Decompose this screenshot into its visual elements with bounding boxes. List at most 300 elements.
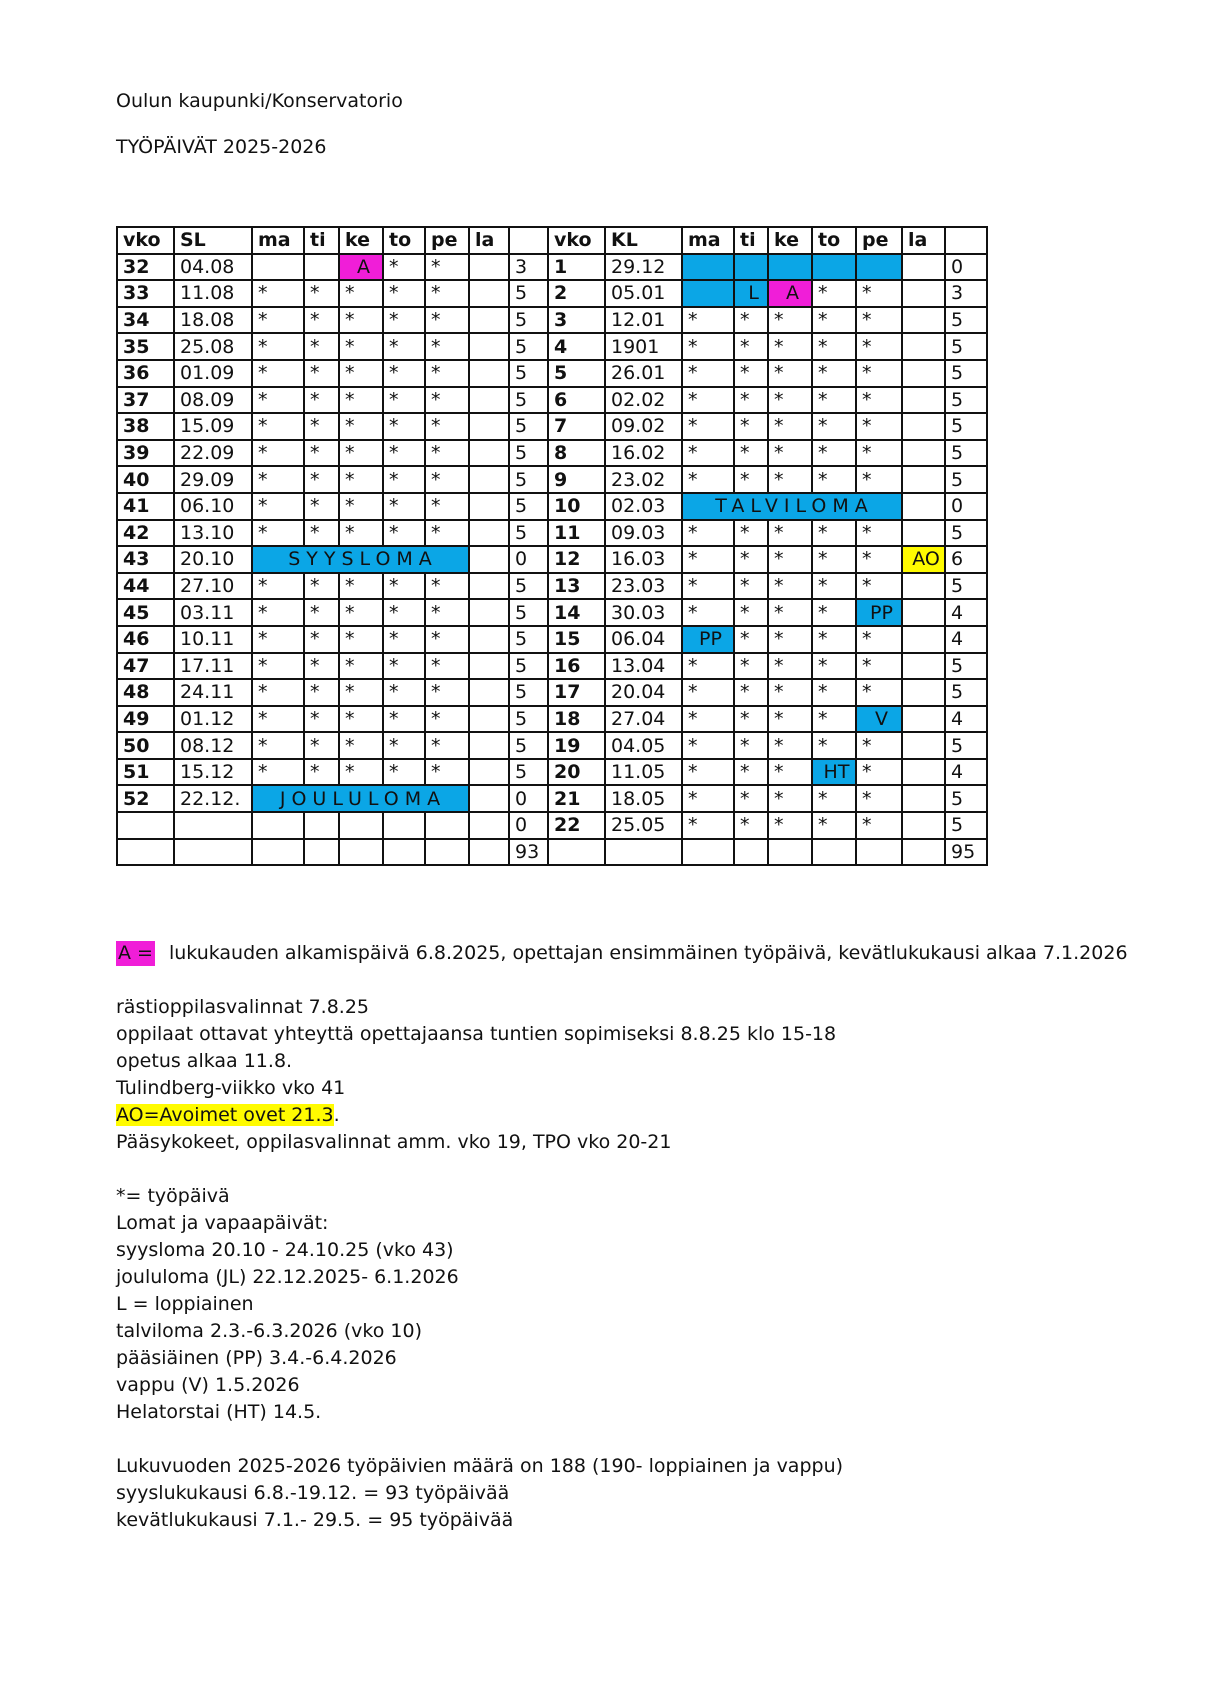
day-cell-pe xyxy=(856,254,902,281)
day-cell-ti: * xyxy=(734,333,768,360)
day-cell-ma: * xyxy=(682,599,734,626)
week-start-date: 18.08 xyxy=(174,307,252,334)
week-number: 14 xyxy=(548,599,605,626)
day-cell-la xyxy=(902,413,945,440)
table-header-row xyxy=(117,227,987,254)
day-cell-pe: * xyxy=(856,466,902,493)
day-cell-to: * xyxy=(812,413,856,440)
column-header: ma xyxy=(682,227,734,254)
table-row xyxy=(117,333,987,360)
week-start-date: 02.02 xyxy=(605,387,682,414)
day-cell-ti: * xyxy=(304,626,339,653)
day-cell-ma: PP xyxy=(682,626,734,653)
week-workday-count: 5 xyxy=(945,679,987,706)
week-workday-count: 0 xyxy=(945,493,987,520)
week-start-date: 15.12 xyxy=(174,759,252,786)
week-number: 42 xyxy=(117,520,174,547)
day-cell-to: * xyxy=(383,626,425,653)
day-cell-to: * xyxy=(812,732,856,759)
day-cell-ma: * xyxy=(252,413,304,440)
week-start-date: 06.10 xyxy=(174,493,252,520)
day-cell-ti: * xyxy=(734,812,768,839)
day-cell-pe: * xyxy=(425,573,469,600)
day-cell-ke xyxy=(339,812,383,839)
day-cell-pe: * xyxy=(856,653,902,680)
week-number: 34 xyxy=(117,307,174,334)
week-number: 1 xyxy=(548,254,605,281)
day-cell-ke: * xyxy=(339,520,383,547)
week-start-date: 24.11 xyxy=(174,679,252,706)
day-cell-la xyxy=(469,440,509,467)
week-workday-count: 6 xyxy=(945,546,987,573)
day-cell-ke: * xyxy=(768,626,812,653)
day-cell-ma: * xyxy=(252,493,304,520)
holiday-line: syysloma 20.10 - 24.10.25 (vko 43) xyxy=(116,1239,454,1261)
week-start-date: 22.12. xyxy=(174,785,252,812)
day-cell-pe: * xyxy=(425,440,469,467)
day-cell-ke: A xyxy=(339,254,383,281)
day-cell-la xyxy=(469,493,509,520)
day-cell-ti: * xyxy=(734,440,768,467)
day-cell-to xyxy=(812,839,856,866)
day-cell-la xyxy=(469,732,509,759)
day-cell-la xyxy=(902,679,945,706)
day-cell-ma: * xyxy=(252,573,304,600)
day-cell-ti: * xyxy=(734,413,768,440)
day-cell-ti: * xyxy=(734,573,768,600)
day-cell-to: HT xyxy=(812,759,856,786)
day-cell-pe: * xyxy=(856,440,902,467)
day-cell-pe: * xyxy=(856,360,902,387)
day-cell-pe: * xyxy=(425,307,469,334)
week-start-date xyxy=(174,839,252,866)
week-workday-count: 5 xyxy=(945,440,987,467)
day-cell-ke: * xyxy=(339,653,383,680)
summary-line: syyslukukausi 6.8.-19.12. = 93 työpäivää xyxy=(116,1482,510,1504)
day-cell-pe: * xyxy=(425,679,469,706)
day-cell-ti: * xyxy=(304,759,339,786)
week-start-date: 30.03 xyxy=(605,599,682,626)
day-cell-ma: * xyxy=(682,759,734,786)
day-cell-pe: * xyxy=(425,387,469,414)
day-cell-to: * xyxy=(383,360,425,387)
summary-line: kevätlukukausi 7.1.- 29.5. = 95 työpäivää xyxy=(116,1509,514,1531)
day-cell-pe xyxy=(856,839,902,866)
day-cell-ke: * xyxy=(339,333,383,360)
vacation-band: SYYSLOMA xyxy=(252,546,469,573)
day-cell-ti: * xyxy=(734,307,768,334)
day-cell-to: * xyxy=(812,280,856,307)
day-cell-ma: * xyxy=(252,520,304,547)
day-cell-la xyxy=(469,254,509,281)
day-cell-pe: * xyxy=(856,626,902,653)
week-workday-count: 5 xyxy=(509,413,548,440)
day-cell-pe: * xyxy=(425,280,469,307)
day-cell-la xyxy=(469,546,509,573)
week-start-date: 17.11 xyxy=(174,653,252,680)
week-start-date xyxy=(174,812,252,839)
week-start-date: 13.04 xyxy=(605,653,682,680)
week-workday-count: 5 xyxy=(945,413,987,440)
week-number: 52 xyxy=(117,785,174,812)
week-workday-count: 5 xyxy=(509,573,548,600)
week-number: 38 xyxy=(117,413,174,440)
day-cell-to: * xyxy=(812,440,856,467)
week-workday-count: 5 xyxy=(509,280,548,307)
week-start-date: 29.09 xyxy=(174,466,252,493)
week-number: 48 xyxy=(117,679,174,706)
holiday-line: Lomat ja vapaapäivät: xyxy=(116,1212,329,1234)
week-workday-count: 5 xyxy=(509,387,548,414)
week-start-date: 27.04 xyxy=(605,706,682,733)
day-cell-ma: * xyxy=(682,387,734,414)
week-workday-count: 93 xyxy=(509,839,548,866)
day-cell-ti: * xyxy=(304,599,339,626)
day-cell-pe: * xyxy=(425,706,469,733)
table-row xyxy=(117,706,987,733)
table-row xyxy=(117,413,987,440)
day-cell-la xyxy=(902,360,945,387)
day-cell-to: * xyxy=(383,413,425,440)
day-cell-pe: * xyxy=(856,573,902,600)
column-header: to xyxy=(812,227,856,254)
week-workday-count: 5 xyxy=(509,599,548,626)
day-cell-ma: * xyxy=(682,812,734,839)
day-cell-ti xyxy=(304,812,339,839)
day-cell-ke: * xyxy=(339,413,383,440)
day-cell-la xyxy=(902,254,945,281)
week-workday-count: 5 xyxy=(509,626,548,653)
day-cell-la xyxy=(469,360,509,387)
day-cell-ma: * xyxy=(682,732,734,759)
week-start-date: 23.02 xyxy=(605,466,682,493)
day-cell-ma: * xyxy=(682,679,734,706)
week-start-date: 25.08 xyxy=(174,333,252,360)
day-cell-la xyxy=(902,493,945,520)
open-doors-tail: . xyxy=(333,1104,340,1126)
week-workday-count: 4 xyxy=(945,706,987,733)
day-cell-ma: * xyxy=(252,732,304,759)
day-cell-ke: * xyxy=(339,759,383,786)
day-cell-la xyxy=(469,812,509,839)
week-workday-count: 5 xyxy=(509,466,548,493)
note-line: rästioppilasvalinnat 7.8.25 xyxy=(116,996,370,1018)
day-cell-pe: * xyxy=(856,333,902,360)
week-start-date: 08.09 xyxy=(174,387,252,414)
week-number: 40 xyxy=(117,466,174,493)
day-cell-to: * xyxy=(383,706,425,733)
week-number: 11 xyxy=(548,520,605,547)
week-start-date: 27.10 xyxy=(174,573,252,600)
day-cell-la xyxy=(902,599,945,626)
table-row xyxy=(117,679,987,706)
week-start-date: 04.05 xyxy=(605,732,682,759)
day-cell-la xyxy=(469,307,509,334)
day-cell-to: * xyxy=(812,360,856,387)
day-cell-to: * xyxy=(812,812,856,839)
workday-calendar-table xyxy=(116,226,988,866)
column-header xyxy=(945,227,987,254)
week-number: 43 xyxy=(117,546,174,573)
week-start-date: 20.10 xyxy=(174,546,252,573)
day-cell-ti xyxy=(734,254,768,281)
day-cell-ma: * xyxy=(252,599,304,626)
day-cell-ti: * xyxy=(734,626,768,653)
day-cell-ma xyxy=(252,839,304,866)
week-workday-count: 0 xyxy=(509,546,548,573)
day-cell-ma: * xyxy=(682,307,734,334)
table-row xyxy=(117,785,987,812)
day-cell-ti: * xyxy=(734,706,768,733)
day-cell-ke: * xyxy=(339,387,383,414)
day-cell-ti: * xyxy=(304,493,339,520)
week-number: 9 xyxy=(548,466,605,493)
day-cell-to: * xyxy=(383,307,425,334)
table-row xyxy=(117,280,987,307)
day-cell-ke: * xyxy=(768,333,812,360)
day-cell-to: * xyxy=(383,493,425,520)
week-number: 20 xyxy=(548,759,605,786)
day-cell-to xyxy=(383,839,425,866)
table-row xyxy=(117,387,987,414)
week-number: 19 xyxy=(548,732,605,759)
vacation-band: JOULULOMA xyxy=(252,785,469,812)
day-cell-ti: * xyxy=(304,307,339,334)
week-number: 4 xyxy=(548,333,605,360)
week-workday-count: 5 xyxy=(509,653,548,680)
week-workday-count: 5 xyxy=(509,333,548,360)
table-row xyxy=(117,812,987,839)
vacation-band: TALVILOMA xyxy=(682,493,902,520)
day-cell-to: * xyxy=(812,599,856,626)
day-cell-ke: * xyxy=(339,440,383,467)
week-start-date: 05.01 xyxy=(605,280,682,307)
day-cell-la xyxy=(469,520,509,547)
week-workday-count: 5 xyxy=(945,785,987,812)
week-number: 22 xyxy=(548,812,605,839)
day-cell-ke: * xyxy=(768,785,812,812)
column-header: to xyxy=(383,227,425,254)
day-cell-ke: * xyxy=(339,307,383,334)
day-cell-pe: * xyxy=(856,520,902,547)
day-cell-pe: V xyxy=(856,706,902,733)
week-start-date xyxy=(605,839,682,866)
day-cell-ma xyxy=(682,839,734,866)
week-workday-count: 5 xyxy=(509,759,548,786)
day-cell-la xyxy=(902,387,945,414)
day-cell-pe: * xyxy=(425,626,469,653)
holiday-line: talviloma 2.3.-6.3.2026 (vko 10) xyxy=(116,1320,422,1342)
week-workday-count: 5 xyxy=(509,732,548,759)
day-cell-ke: * xyxy=(339,493,383,520)
day-cell-la xyxy=(469,706,509,733)
day-cell-ma: * xyxy=(252,280,304,307)
day-cell-la xyxy=(902,333,945,360)
day-cell-la xyxy=(469,679,509,706)
day-cell-pe: * xyxy=(856,679,902,706)
week-number: 47 xyxy=(117,653,174,680)
day-cell-ma xyxy=(252,812,304,839)
day-cell-ma: * xyxy=(682,440,734,467)
day-cell-ti: * xyxy=(734,387,768,414)
day-cell-ti: * xyxy=(304,679,339,706)
day-cell-ke: * xyxy=(768,520,812,547)
day-cell-ti xyxy=(304,254,339,281)
week-number: 2 xyxy=(548,280,605,307)
table-row xyxy=(117,440,987,467)
column-header: pe xyxy=(856,227,902,254)
day-cell-ke: * xyxy=(768,599,812,626)
day-cell-pe xyxy=(425,839,469,866)
day-cell-ti: * xyxy=(734,360,768,387)
day-cell-ma: * xyxy=(682,360,734,387)
day-cell-ti: * xyxy=(734,679,768,706)
legend-line xyxy=(116,941,1128,966)
legend-a-text: lukukauden alkamispäivä 6.8.2025, opettajan ensimmäinen työpäivä, kevätlukukausi alkaa 7.1.2026 xyxy=(168,942,1128,964)
week-number: 44 xyxy=(117,573,174,600)
day-cell-pe: * xyxy=(425,653,469,680)
page-title: TYÖPÄIVÄT 2025-2026 xyxy=(116,136,327,158)
column-header: KL xyxy=(605,227,682,254)
day-cell-la xyxy=(469,759,509,786)
day-cell-ti: * xyxy=(734,759,768,786)
week-number: 51 xyxy=(117,759,174,786)
day-cell-to: * xyxy=(383,333,425,360)
week-workday-count: 5 xyxy=(509,706,548,733)
day-cell-ke: * xyxy=(339,599,383,626)
week-number: 32 xyxy=(117,254,174,281)
week-start-date: 16.03 xyxy=(605,546,682,573)
day-cell-ke: * xyxy=(768,466,812,493)
day-cell-to: * xyxy=(383,759,425,786)
week-workday-count: 5 xyxy=(945,360,987,387)
day-cell-la xyxy=(902,759,945,786)
week-workday-count: 5 xyxy=(945,307,987,334)
day-cell-pe: * xyxy=(425,413,469,440)
day-cell-ti: * xyxy=(734,466,768,493)
day-cell-ti: * xyxy=(304,333,339,360)
day-cell-ti: * xyxy=(304,573,339,600)
week-workday-count: 5 xyxy=(509,679,548,706)
week-number: 45 xyxy=(117,599,174,626)
week-workday-count: 5 xyxy=(509,520,548,547)
week-workday-count: 5 xyxy=(509,360,548,387)
week-start-date: 12.01 xyxy=(605,307,682,334)
week-workday-count: 3 xyxy=(945,280,987,307)
day-cell-to: * xyxy=(812,546,856,573)
day-cell-to: * xyxy=(383,653,425,680)
day-cell-ma: * xyxy=(682,573,734,600)
day-cell-ke: * xyxy=(339,626,383,653)
day-cell-ma: * xyxy=(252,440,304,467)
week-start-date: 29.12 xyxy=(605,254,682,281)
week-number: 6 xyxy=(548,387,605,414)
day-cell-ma: * xyxy=(252,360,304,387)
day-cell-to: * xyxy=(812,307,856,334)
table-row xyxy=(117,493,987,520)
day-cell-ma: * xyxy=(682,466,734,493)
column-header xyxy=(509,227,548,254)
week-workday-count: 5 xyxy=(945,573,987,600)
day-cell-to: * xyxy=(383,440,425,467)
week-workday-count: 5 xyxy=(509,440,548,467)
week-start-date: 25.05 xyxy=(605,812,682,839)
day-cell-la xyxy=(902,785,945,812)
day-cell-ke: * xyxy=(768,732,812,759)
day-cell-to: * xyxy=(812,785,856,812)
week-number: 39 xyxy=(117,440,174,467)
table-row xyxy=(117,599,987,626)
day-cell-ke: * xyxy=(768,387,812,414)
table-row xyxy=(117,546,987,573)
week-number: 12 xyxy=(548,546,605,573)
day-cell-to xyxy=(383,812,425,839)
day-cell-la xyxy=(902,573,945,600)
day-cell-ke: * xyxy=(768,679,812,706)
week-start-date: 09.03 xyxy=(605,520,682,547)
day-cell-ma: * xyxy=(682,333,734,360)
day-cell-ma: * xyxy=(252,679,304,706)
week-start-date: 16.02 xyxy=(605,440,682,467)
day-cell-pe: * xyxy=(856,413,902,440)
week-number: 15 xyxy=(548,626,605,653)
week-number: 10 xyxy=(548,493,605,520)
column-header: SL xyxy=(174,227,252,254)
day-cell-ke: * xyxy=(339,573,383,600)
week-workday-count: 5 xyxy=(945,520,987,547)
week-start-date: 04.08 xyxy=(174,254,252,281)
day-cell-ke: * xyxy=(339,679,383,706)
day-cell-to: * xyxy=(383,466,425,493)
week-number: 37 xyxy=(117,387,174,414)
holiday-line: *= työpäivä xyxy=(116,1185,230,1207)
day-cell-pe: * xyxy=(425,599,469,626)
day-cell-ma: * xyxy=(682,706,734,733)
day-cell-ti: * xyxy=(304,440,339,467)
holiday-line: Helatorstai (HT) 14.5. xyxy=(116,1401,322,1423)
column-header: pe xyxy=(425,227,469,254)
day-cell-la xyxy=(469,653,509,680)
holiday-line: vappu (V) 1.5.2026 xyxy=(116,1374,300,1396)
day-cell-ke: * xyxy=(768,440,812,467)
week-number: 36 xyxy=(117,360,174,387)
day-cell-ke: * xyxy=(768,573,812,600)
day-cell-ma xyxy=(252,254,304,281)
day-cell-pe: * xyxy=(856,812,902,839)
holiday-line: joululoma (JL) 22.12.2025- 6.1.2026 xyxy=(116,1266,459,1288)
table-row xyxy=(117,254,987,281)
day-cell-ke: * xyxy=(768,706,812,733)
day-cell-ke: * xyxy=(768,653,812,680)
day-cell-ma xyxy=(682,280,734,307)
week-workday-count: 5 xyxy=(509,307,548,334)
day-cell-to xyxy=(812,254,856,281)
table-row xyxy=(117,839,987,866)
day-cell-la xyxy=(469,387,509,414)
day-cell-la xyxy=(902,732,945,759)
day-cell-ma: * xyxy=(252,307,304,334)
week-start-date: 13.10 xyxy=(174,520,252,547)
week-start-date: 06.04 xyxy=(605,626,682,653)
day-cell-ke: * xyxy=(768,307,812,334)
day-cell-la xyxy=(902,466,945,493)
day-cell-la xyxy=(469,413,509,440)
legend-a-swatch: A = xyxy=(118,942,153,964)
day-cell-la xyxy=(469,599,509,626)
week-start-date: 18.05 xyxy=(605,785,682,812)
week-number: 50 xyxy=(117,732,174,759)
week-workday-count: 5 xyxy=(945,387,987,414)
